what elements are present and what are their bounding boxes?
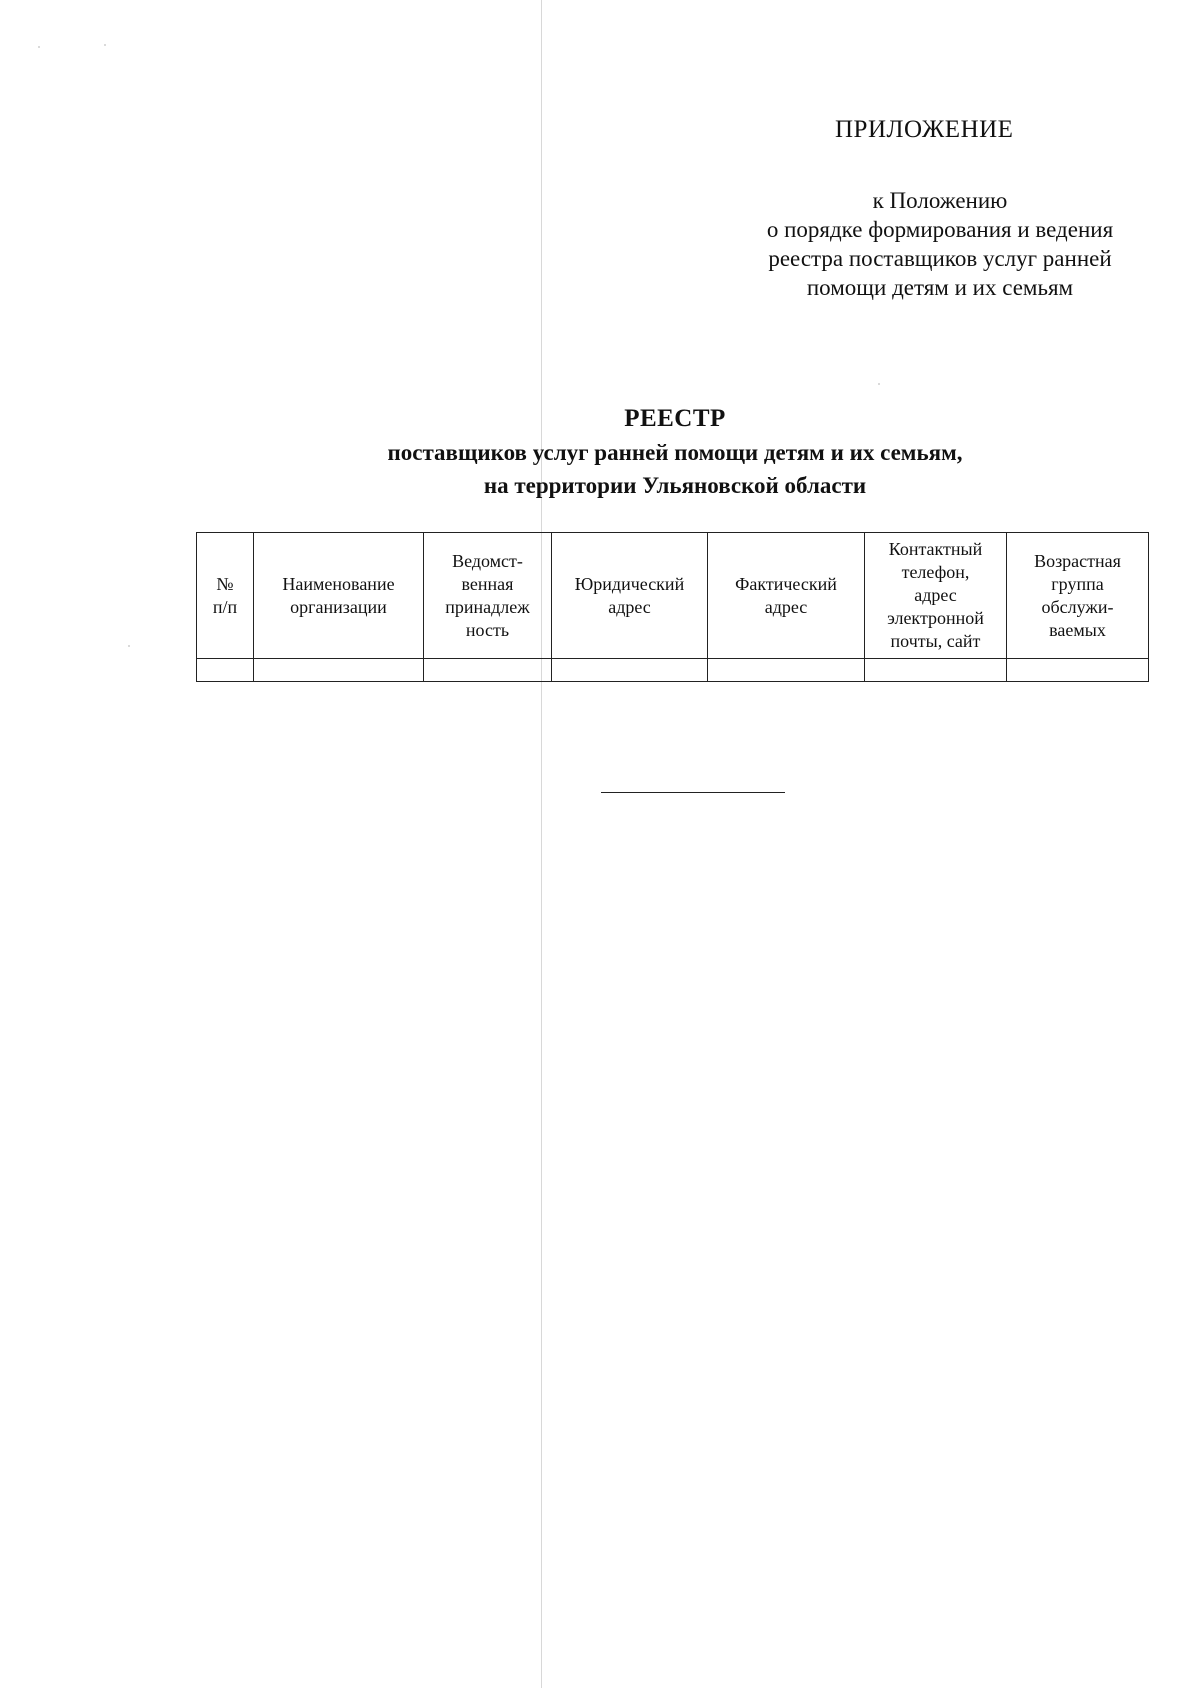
document-heading xyxy=(250,402,1100,502)
column-header-organization xyxy=(254,533,424,659)
appendix-subtitle-line: помощи детям и их семьям xyxy=(806,275,1074,300)
column-header-contacts xyxy=(865,533,1007,659)
appendix-subtitle xyxy=(700,186,1180,302)
appendix-subtitle-line: о порядке формирования и ведения xyxy=(766,217,1114,242)
column-header-age-group xyxy=(1007,533,1149,659)
column-header-legal-address xyxy=(552,533,708,659)
registry-subtitle-line: на территории Ульяновской области xyxy=(483,473,867,498)
registry-title: РЕЕСТР xyxy=(624,405,726,432)
column-header-label: Юридический адрес xyxy=(574,573,685,617)
table-cell xyxy=(865,659,1007,682)
table-cell xyxy=(197,659,254,682)
table-cell xyxy=(424,659,552,682)
scan-fold-line xyxy=(541,0,542,1688)
appendix-title: ПРИЛОЖЕНИЕ xyxy=(835,116,1014,143)
table-row xyxy=(197,659,1149,682)
column-header-label: Контактный телефон, адрес электронной почты, сайт xyxy=(887,539,984,651)
scan-speck xyxy=(128,645,130,647)
column-header-label: Фактический адрес xyxy=(735,573,837,617)
closing-divider-line xyxy=(601,792,785,793)
column-header-label: № п/п xyxy=(212,573,238,617)
column-header-actual-address xyxy=(708,533,865,659)
registry-subtitle-line: поставщиков услуг ранней помощи детям и их семьям, xyxy=(387,440,963,465)
scan-speck xyxy=(38,46,40,48)
column-header-label: Наименование организации xyxy=(282,573,395,617)
table-header-row xyxy=(197,533,1149,659)
appendix-subtitle-line: реестра поставщиков услуг ранней xyxy=(768,246,1112,271)
column-header-affiliation xyxy=(424,533,552,659)
registry-table xyxy=(196,532,1149,682)
column-header-label: Ведомст- венная принадлеж ность xyxy=(445,550,530,640)
table-cell xyxy=(708,659,865,682)
table-cell xyxy=(254,659,424,682)
appendix-subtitle-line: к Положению xyxy=(872,188,1008,213)
column-header-number xyxy=(197,533,254,659)
table-cell xyxy=(552,659,708,682)
scan-speck xyxy=(878,383,880,385)
column-header-label: Возрастная группа обслужи- ваемых xyxy=(1034,550,1121,640)
table-cell xyxy=(1007,659,1149,682)
scan-speck xyxy=(104,44,106,46)
